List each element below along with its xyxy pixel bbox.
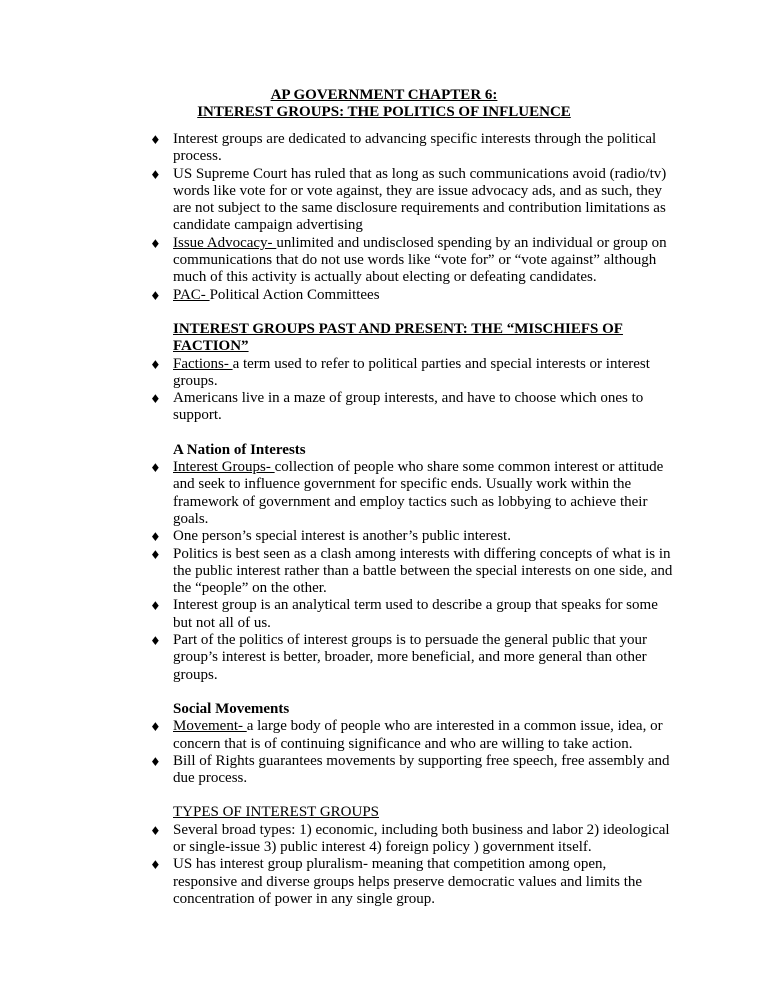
bullet-text: Bill of Rights guarantees movements by supporting free speech, free assembly and due process. [173,752,670,787]
bullet-item [150,234,673,287]
document-body [150,131,673,908]
bullet-item [150,355,673,391]
bullet-term: Interest Groups- [173,459,275,476]
diamond-bullet-icon: ♦ [150,357,161,372]
section-heading: Social Movements [173,700,290,717]
diamond-bullet-icon: ♦ [150,236,161,251]
bullet-text: One person’s special interest is another’s public interest. [173,528,511,545]
section-types [150,804,673,908]
bullet-term: PAC- [173,286,210,303]
bullet-item [150,597,673,632]
bullet-term: Issue Advocacy- [173,234,277,251]
diamond-bullet-icon: ♦ [150,823,161,838]
section-list [150,718,673,787]
diamond-bullet-icon: ♦ [150,133,161,147]
bullet-item [150,459,673,528]
bullet-item [150,545,673,598]
bullet-text: Several broad types: 1) economic, including both business and labor 2) ideological or single-issue 3) public interest 4) foreign policy ) government itself. [173,821,670,855]
bullet-item [150,632,673,684]
bullet-text: collection of people who share some common interest or attitude and seek to influence government for specific ends. Usually work within the framework of government and employ tactics such as lobbying to achieve their goals. [173,459,664,527]
bullet-text: Interest groups are dedicated to advancing specific interests through the political process. [173,131,657,165]
diamond-bullet-icon: ♦ [150,599,161,614]
intro-section [150,131,673,304]
diamond-bullet-icon: ♦ [150,530,161,545]
section-heading: A Nation of Interests [173,441,306,458]
bullet-item [150,821,673,857]
section-list [150,459,673,684]
bullet-text: Interest group is an analytical term used to describe a group that speaks for some but not all of us. [173,597,658,631]
diamond-bullet-icon: ♦ [150,288,161,303]
bullet-text: US has interest group pluralism- meaning that competition among open, responsive and diverse groups helps preserve democratic values and limits the concentration of power in any single group. [173,856,643,907]
diamond-bullet-icon: ♦ [150,392,161,407]
section-nation-of-interests [150,441,673,684]
section-heading: INTEREST GROUPS PAST AND PRESENT: THE “MISCHIEFS OF FACTION” [173,320,623,355]
bullet-item [150,286,673,304]
diamond-bullet-icon: ♦ [150,754,161,769]
diamond-bullet-icon: ♦ [150,720,161,735]
bullet-text: Political Action Committees [209,286,380,303]
section-past-present [150,320,673,425]
section-list [150,355,673,425]
bullet-text: Americans live in a maze of group interests, and have to choose which ones to support. [173,390,644,424]
diamond-bullet-icon: ♦ [150,547,161,562]
bullet-text: unlimited and undisclosed spending by an individual or group on communications that do not use words like “vote for” or “vote against” although much of this activity is actually about electing or defeating candidates. [173,234,667,286]
section-heading: TYPES OF INTEREST GROUPS [173,804,380,821]
bullet-item [150,718,673,753]
intro-list [150,131,673,304]
section-list [150,821,673,908]
bullet-text: US Supreme Court has ruled that as long as such communications avoid (radio/tv) words like vote for or vote against, they are issue advocacy ads, and as such, they are not subject to the same disclosure requirements and contribution limitations as candidate campaign advertising [173,165,667,234]
bullet-text: Part of the politics of interest groups is to persuade the general public that your group’s interest is better, broader, more beneficial, and more general than other groups. [173,632,648,683]
bullet-item [150,165,673,235]
document-title [0,87,768,122]
bullet-item [150,528,673,545]
bullet-item [150,752,673,788]
section-social-movements [150,700,673,787]
bullet-text: a large body of people who are interested in a common issue, idea, or concern that is of continuing significance and who are willing to take action. [173,718,663,752]
diamond-bullet-icon: ♦ [150,461,161,476]
bullet-item [150,390,673,425]
title-line-2: INTEREST GROUPS: THE POLITICS OF INFLUENCE [197,104,571,121]
bullet-text: Politics is best seen as a clash among interests with differing concepts of what is in the public interest rather than a battle between the special interests on one side, and the “people” on the other. [173,545,673,597]
bullet-text: a term used to refer to political parties and special interests or interest groups. [173,355,650,389]
bullet-term: Factions- [173,355,233,372]
diamond-bullet-icon: ♦ [150,634,161,649]
diamond-bullet-icon: ♦ [150,167,161,182]
bullet-item [150,131,673,166]
bullet-item [150,856,673,908]
diamond-bullet-icon: ♦ [150,858,161,873]
bullet-term: Movement- [173,718,247,735]
title-line-1: AP GOVERNMENT CHAPTER 6: [270,87,498,103]
